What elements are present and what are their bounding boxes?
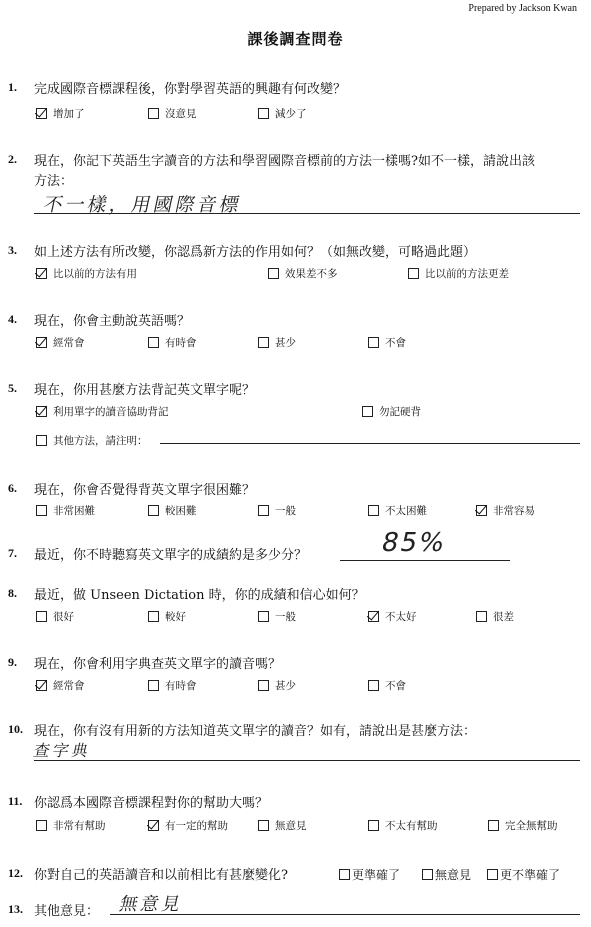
option-label: 非常容易 [493, 505, 535, 517]
question-number: 4. [8, 312, 17, 326]
option-item[interactable] [339, 866, 400, 883]
checkbox[interactable] [258, 108, 269, 119]
option-item[interactable] [488, 818, 558, 833]
option-item[interactable] [476, 609, 514, 624]
option-item[interactable] [422, 866, 471, 883]
option-item[interactable] [408, 266, 509, 281]
option-label: 比以前的方法更差 [425, 268, 509, 280]
option-item[interactable] [476, 503, 535, 518]
answer-line [34, 213, 580, 214]
checkbox[interactable] [368, 820, 379, 831]
checkbox-checked[interactable] [368, 611, 379, 622]
option-label: 非常有幫助 [53, 820, 106, 832]
option-label: 較好 [165, 611, 186, 623]
question-number: 13. [8, 902, 23, 916]
option-label: 不太困難 [385, 505, 427, 517]
option-label: 更準確了 [352, 868, 401, 882]
question-text: 現在，你會否覺得背英文單字很困難？ [34, 483, 256, 498]
option-item[interactable] [362, 404, 421, 419]
option-item[interactable] [36, 609, 74, 624]
answer-line[interactable] [160, 443, 580, 444]
checkbox[interactable] [36, 505, 47, 516]
checkbox-checked[interactable] [476, 505, 487, 516]
question-text: 最近，你不時聽寫英文單字的成績約是多少分？ [34, 548, 308, 563]
option-label: 有時會 [165, 680, 197, 692]
option-label: 無意見 [275, 820, 307, 832]
option-label: 增加了 [53, 108, 85, 120]
option-label: 有時會 [165, 337, 197, 349]
option-label: 甚少 [275, 680, 296, 692]
option-item[interactable] [368, 678, 406, 693]
question-text-cont: 方法： [34, 174, 74, 189]
option-label: 經常會 [53, 680, 85, 692]
option-item[interactable] [36, 404, 169, 419]
answer-line [110, 914, 580, 915]
checkbox[interactable] [148, 611, 159, 622]
question-text: 現在，你會主動說英語嗎？ [34, 314, 191, 329]
question-text: 現在，你會利用字典查英文單字的讀音嗎？ [34, 657, 282, 672]
option-item[interactable] [258, 106, 307, 121]
option-label: 無意見 [435, 868, 472, 882]
option-item[interactable] [36, 335, 85, 350]
checkbox[interactable] [368, 680, 379, 691]
option-label: 利用單字的讀音協助背記 [53, 406, 169, 418]
checkbox[interactable] [258, 820, 269, 831]
option-label: 甚少 [275, 337, 296, 349]
question-text: 現在，你有沒有用新的方法知道英文單字的讀音？如有，請說出是甚麼方法： [34, 724, 477, 739]
checkbox[interactable] [36, 820, 47, 831]
option-label: 其他方法，請注明： [53, 435, 148, 447]
option-label: 不太有幫助 [385, 820, 438, 832]
checkbox[interactable] [268, 268, 279, 279]
question-number: 7. [8, 546, 17, 560]
question-number: 2. [8, 152, 17, 166]
question-number: 10. [8, 722, 23, 736]
checkbox[interactable] [148, 505, 159, 516]
option-item[interactable] [148, 503, 197, 518]
checkbox[interactable] [258, 505, 269, 516]
option-item[interactable] [36, 106, 85, 121]
option-label: 減少了 [275, 108, 307, 120]
question-text: 現在，你用甚麼方法背記英文單字呢？ [34, 383, 256, 398]
option-item[interactable] [258, 503, 296, 518]
handwritten-answer: 查字典 [31, 741, 93, 760]
option-item[interactable] [258, 609, 296, 624]
option-label: 完全無幫助 [505, 820, 558, 832]
option-item[interactable] [258, 335, 296, 350]
question-text: 你認爲本國際音標課程對你的幫助大嗎？ [34, 796, 269, 811]
checkbox[interactable] [408, 268, 419, 279]
option-item[interactable] [148, 678, 197, 693]
option-label: 很差 [493, 611, 514, 623]
option-label: 勿記硬背 [379, 406, 421, 418]
option-item[interactable] [36, 433, 148, 448]
question-number: 12. [8, 866, 23, 880]
checkbox[interactable] [368, 505, 379, 516]
question-text: 完成國際音標課程後，你對學習英語的興趣有何改變？ [34, 82, 347, 97]
option-item[interactable] [368, 609, 417, 624]
checkbox[interactable] [339, 869, 350, 880]
checkbox-checked[interactable] [148, 820, 159, 831]
checkbox[interactable] [148, 337, 159, 348]
checkbox[interactable] [258, 680, 269, 691]
answer-line [340, 560, 510, 561]
handwritten-answer: 85% [378, 528, 449, 558]
option-item[interactable] [148, 335, 197, 350]
checkbox-checked[interactable] [36, 108, 47, 119]
option-label: 沒意見 [165, 108, 197, 120]
option-item[interactable] [36, 503, 95, 518]
checkbox[interactable] [368, 337, 379, 348]
option-item[interactable] [148, 609, 186, 624]
question-text: 你對自己的英語讀音和以前相比有甚麼變化? [34, 868, 288, 883]
option-label: 不會 [385, 337, 406, 349]
option-item[interactable] [36, 818, 106, 833]
option-label: 不太好 [385, 611, 417, 623]
option-label: 一般 [275, 611, 296, 623]
option-item[interactable] [258, 678, 296, 693]
option-label: 較困難 [165, 505, 197, 517]
question-text: 其他意見： [34, 904, 100, 919]
checkbox[interactable] [422, 869, 433, 880]
question-number: 5. [8, 381, 17, 395]
question-number: 1. [8, 80, 17, 94]
option-label: 效果差不多 [285, 268, 338, 280]
option-label: 有一定的幫助 [165, 820, 228, 832]
option-item[interactable] [368, 335, 406, 350]
option-item[interactable] [487, 866, 560, 883]
question-text: 最近，做 Unseen Dictation 時，你的成績和信心如何？ [34, 588, 365, 603]
credit-line: Prepared by Jackson Kwan [468, 3, 577, 14]
checkbox[interactable] [362, 406, 373, 417]
question-number: 6. [8, 481, 17, 495]
answer-line [34, 760, 580, 761]
option-label: 很好 [53, 611, 74, 623]
option-item[interactable] [36, 266, 137, 281]
option-item[interactable] [148, 106, 197, 121]
question-number: 3. [8, 243, 17, 257]
checkbox[interactable] [36, 611, 47, 622]
checkbox[interactable] [476, 611, 487, 622]
option-label: 不會 [385, 680, 406, 692]
question-text: 如上述方法有所改變，你認爲新方法的作用如何？（如無改變，可略過此題） [34, 245, 477, 260]
option-item[interactable] [148, 818, 228, 833]
question-number: 8. [8, 586, 17, 600]
option-label: 更不準確了 [500, 868, 561, 882]
handwritten-answer: 無意見 [117, 894, 185, 915]
handwritten-answer: 不一樣，用國際音標 [41, 194, 245, 216]
question-number: 11. [8, 794, 23, 808]
option-label: 一般 [275, 505, 296, 517]
option-item[interactable] [36, 678, 85, 693]
checkbox-checked[interactable] [36, 406, 47, 417]
question-text: 現在，你記下英語生字讀音的方法和學習國際音標前的方法一樣嗎?如不一樣，請說出該 [34, 154, 535, 169]
checkbox[interactable] [36, 435, 47, 446]
checkbox[interactable] [258, 611, 269, 622]
option-item[interactable] [368, 503, 427, 518]
option-item[interactable] [258, 818, 307, 833]
checkbox[interactable] [258, 337, 269, 348]
checkbox[interactable] [488, 820, 499, 831]
checkbox-checked[interactable] [36, 268, 47, 279]
checkbox-checked[interactable] [36, 680, 47, 691]
page-title: 課後調查問卷 [247, 30, 344, 48]
option-label: 非常困難 [53, 505, 95, 517]
checkbox-checked[interactable] [36, 337, 47, 348]
option-label: 比以前的方法有用 [53, 268, 137, 280]
checkbox[interactable] [487, 869, 498, 880]
option-item[interactable] [368, 818, 438, 833]
checkbox[interactable] [148, 680, 159, 691]
question-number: 9. [8, 655, 17, 669]
checkbox[interactable] [148, 108, 159, 119]
option-item[interactable] [268, 266, 338, 281]
option-label: 經常會 [53, 337, 85, 349]
